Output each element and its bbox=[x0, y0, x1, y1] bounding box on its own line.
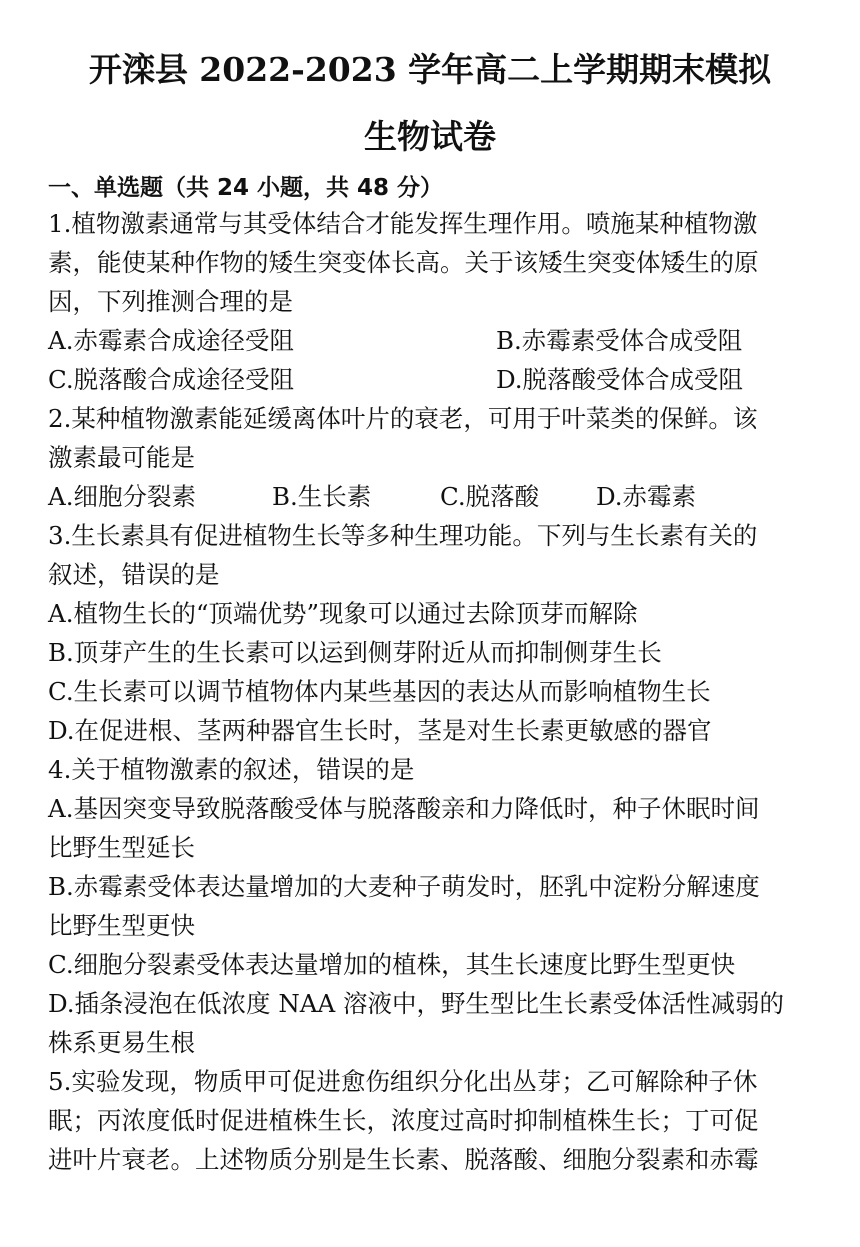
question-4-option-b-cont: 比野生型更快 bbox=[48, 911, 195, 940]
question-1-stem-line: 因，下列推测合理的是 bbox=[48, 287, 293, 316]
question-5-stem-line: 眠；丙浓度低时促进植株生长，浓度过高时抑制植株生长；丁可促 bbox=[48, 1106, 759, 1135]
exam-title: 开滦县 2022-2023 学年高二上学期期末模拟 bbox=[88, 50, 772, 89]
question-2-option-a: A.细胞分裂素 bbox=[48, 482, 196, 511]
question-3-stem-line: 叙述，错误的是 bbox=[48, 560, 220, 589]
section-heading: 一、单选题（共 24 小题，共 48 分） bbox=[48, 175, 444, 201]
question-4-option-c: C.细胞分裂素受体表达量增加的植株，其生长速度比野生型更快 bbox=[48, 950, 736, 979]
question-1-option-a: A.赤霉素合成途径受阻 bbox=[48, 326, 294, 355]
question-4-option-b: B.赤霉素受体表达量增加的大麦种子萌发时，胚乳中淀粉分解速度 bbox=[48, 872, 760, 901]
question-5-stem-line: 进叶片衰老。上述物质分别是生长素、脱落酸、细胞分裂素和赤霉 bbox=[48, 1145, 759, 1174]
question-2-option-d: D.赤霉素 bbox=[596, 482, 697, 511]
question-2-option-c: C.脱落酸 bbox=[440, 482, 540, 511]
question-4-option-a-cont: 比野生型延长 bbox=[48, 833, 195, 862]
question-4-option-a: A.基因突变导致脱落酸受体与脱落酸亲和力降低时，种子休眠时间 bbox=[48, 794, 760, 823]
question-4-option-d: D.插条浸泡在低浓度 NAA 溶液中，野生型比生长素受体活性减弱的 bbox=[48, 989, 784, 1018]
question-3-stem-line: 3.生长素具有促进植物生长等多种生理功能。下列与生长素有关的 bbox=[48, 521, 758, 550]
question-2-option-b: B.生长素 bbox=[272, 482, 372, 511]
question-3-option-d: D.在促进根、茎两种器官生长时，茎是对生长素更敏感的器官 bbox=[48, 716, 712, 745]
question-2-stem-line: 激素最可能是 bbox=[48, 443, 195, 472]
question-4-option-d-cont: 株系更易生根 bbox=[48, 1028, 195, 1057]
question-1-option-b: B.赤霉素受体合成受阻 bbox=[496, 326, 743, 355]
question-3-option-b: B.顶芽产生的生长素可以运到侧芽附近从而抑制侧芽生长 bbox=[48, 638, 662, 667]
question-5-stem-line: 5.实验发现，物质甲可促进愈伤组织分化出丛芽；乙可解除种子休 bbox=[48, 1067, 758, 1096]
question-1-option-c: C.脱落酸合成途径受阻 bbox=[48, 365, 295, 394]
question-1-stem-line: 1.植物激素通常与其受体结合才能发挥生理作用。喷施某种植物激 bbox=[48, 209, 758, 238]
question-2-stem-line: 2.某种植物激素能延缓离体叶片的衰老，可用于叶菜类的保鲜。该 bbox=[48, 404, 758, 433]
exam-subtitle: 生物试卷 bbox=[364, 117, 496, 156]
question-1-option-d: D.脱落酸受体合成受阻 bbox=[496, 365, 744, 394]
question-3-option-a: A.植物生长的“顶端优势”现象可以通过去除顶芽而解除 bbox=[48, 599, 638, 628]
question-4-stem-line: 4.关于植物激素的叙述，错误的是 bbox=[48, 755, 415, 784]
question-1-stem-line: 素，能使某种作物的矮生突变体长高。关于该矮生突变体矮生的原 bbox=[48, 248, 759, 277]
question-3-option-c: C.生长素可以调节植物体内某些基因的表达从而影响植物生长 bbox=[48, 677, 711, 706]
